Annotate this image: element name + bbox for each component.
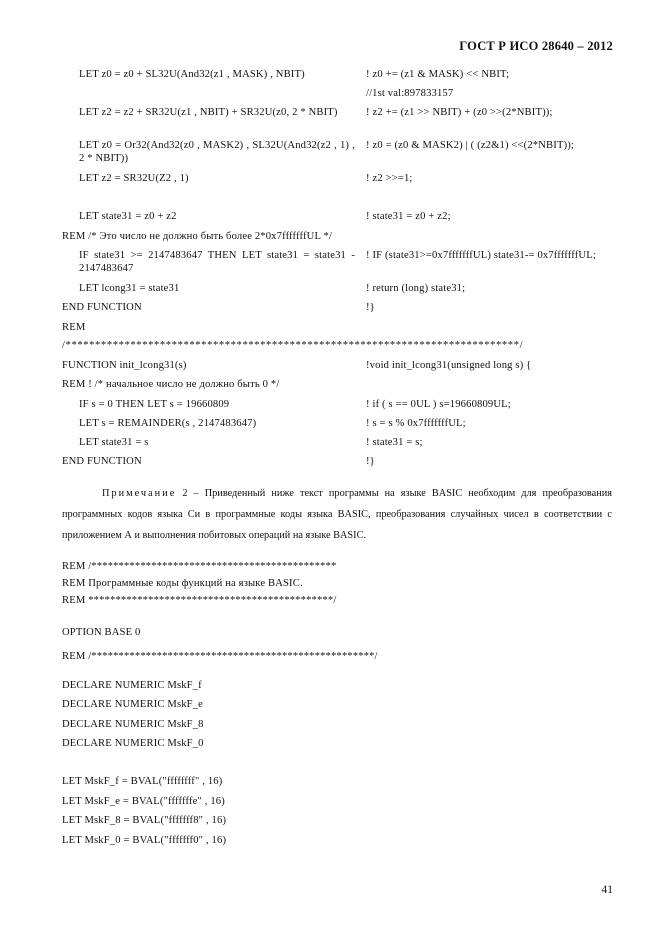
code-line: IF state31 >= 2147483647 THEN LET state31 = state31 - 2147483647: [79, 250, 355, 274]
c-comment-line: ! state31 = s;: [366, 437, 423, 448]
page-number: 41: [601, 884, 613, 896]
code-line: END FUNCTION: [62, 302, 142, 313]
code-line: LET z2 = z2 + SR32U(z1 , NBIT) + SR32U(z0, 2 * NBIT): [79, 107, 338, 118]
c-comment-line: //1st val:897833157: [366, 88, 454, 99]
c-comment-line: ! z2 += (z1 >> NBIT) + (z0 >>(2*NBIT));: [366, 107, 553, 118]
basic-line: REM Программные коды функций на языке BASIC.: [62, 578, 303, 589]
c-comment-line: ! state31 = z0 + z2;: [366, 211, 451, 222]
basic-line: LET MskF_e = BVAL("fffffffe" , 16): [62, 796, 225, 807]
basic-line: REM /****************************************************/: [62, 651, 378, 662]
c-comment-line: ! z2 >>=1;: [366, 173, 413, 184]
code-line: FUNCTION init_lcong31(s): [62, 360, 187, 371]
c-comment-line: ! IF (state31>=0x7fffffffUL) state31-= 0x7fffffffUL;: [366, 250, 596, 261]
code-line: LET state31 = s: [79, 437, 149, 448]
c-comment-line: ! return (long) state31;: [366, 283, 466, 294]
separator-line: /*****************************************************************************/: [62, 340, 524, 351]
basic-line: LET MskF_f = BVAL("ffffffff" , 16): [62, 776, 223, 787]
basic-line: DECLARE NUMERIC MskF_8: [62, 719, 204, 730]
code-line: LET lcong31 = state31: [79, 283, 180, 294]
note-label: Примечание: [102, 488, 177, 499]
code-line: END FUNCTION: [62, 456, 142, 467]
c-comment-line: [366, 139, 586, 152]
code-line: LET s = REMAINDER(s , 2147483647): [79, 418, 257, 429]
rem-line: REM: [62, 322, 86, 333]
code-line: LET z2 = SR32U(Z2 , 1): [79, 173, 189, 184]
rem-line: REM /* Это число не должно быть более 2*0x7fffffffUL */: [62, 231, 333, 242]
c-comment-line: ! z0 += (z1 & MASK) << NBIT;: [366, 69, 510, 80]
document-header: ГОСТ Р ИСО 28640 – 2012: [459, 39, 613, 53]
code-line: LET z0 = z0 + SL32U(And32(z1 , MASK) , NBIT): [79, 69, 305, 80]
basic-line: REM /*********************************************: [62, 561, 337, 572]
basic-line: LET MskF_8 = BVAL("fffffff8" , 16): [62, 815, 227, 826]
c-comment-line: ! s = s % 0x7fffffffUL;: [366, 418, 466, 429]
basic-line: OPTION BASE 0: [62, 627, 141, 638]
basic-line: DECLARE NUMERIC MskF_f: [62, 680, 202, 691]
c-comment-line: !}: [366, 302, 375, 313]
rem-line: REM ! /* начальное число не должно быть 0 */: [62, 379, 280, 390]
basic-line: DECLARE NUMERIC MskF_0: [62, 738, 204, 749]
code-line: LET state31 = z0 + z2: [79, 211, 177, 222]
code-line: IF s = 0 THEN LET s = 19660809: [79, 399, 230, 410]
code-line: LET z0 = Or32(And32(z0 , MASK2) , SL32U(And32(z2 , 1) , 2 * NBIT)): [79, 140, 355, 164]
basic-line: REM *********************************************/: [62, 595, 337, 606]
c-comment-line: !}: [366, 456, 375, 467]
note-text: 2 – Приведенный ниже текст программы на языке BASIC необходим для преобразования программных кодов языка Си в программные коды языка BASIC, преобразования случайных чисел в соответствии с приложением А и выполнения побитовых операций на языке BASIC.: [62, 488, 612, 541]
c-comment-line: ! if ( s == 0UL ) s=19660809UL;: [366, 399, 511, 410]
note-paragraph: [62, 483, 612, 546]
c-comment-text: ! z0 = (z0 & MASK2) | ( (z2&1) <<(2*NBIT));: [366, 140, 575, 151]
basic-line: LET MskF_0 = BVAL("fffffff0" , 16): [62, 835, 227, 846]
basic-line: DECLARE NUMERIC MskF_e: [62, 699, 204, 710]
c-comment-line: !void init_lcong31(unsigned long s) {: [366, 360, 532, 371]
